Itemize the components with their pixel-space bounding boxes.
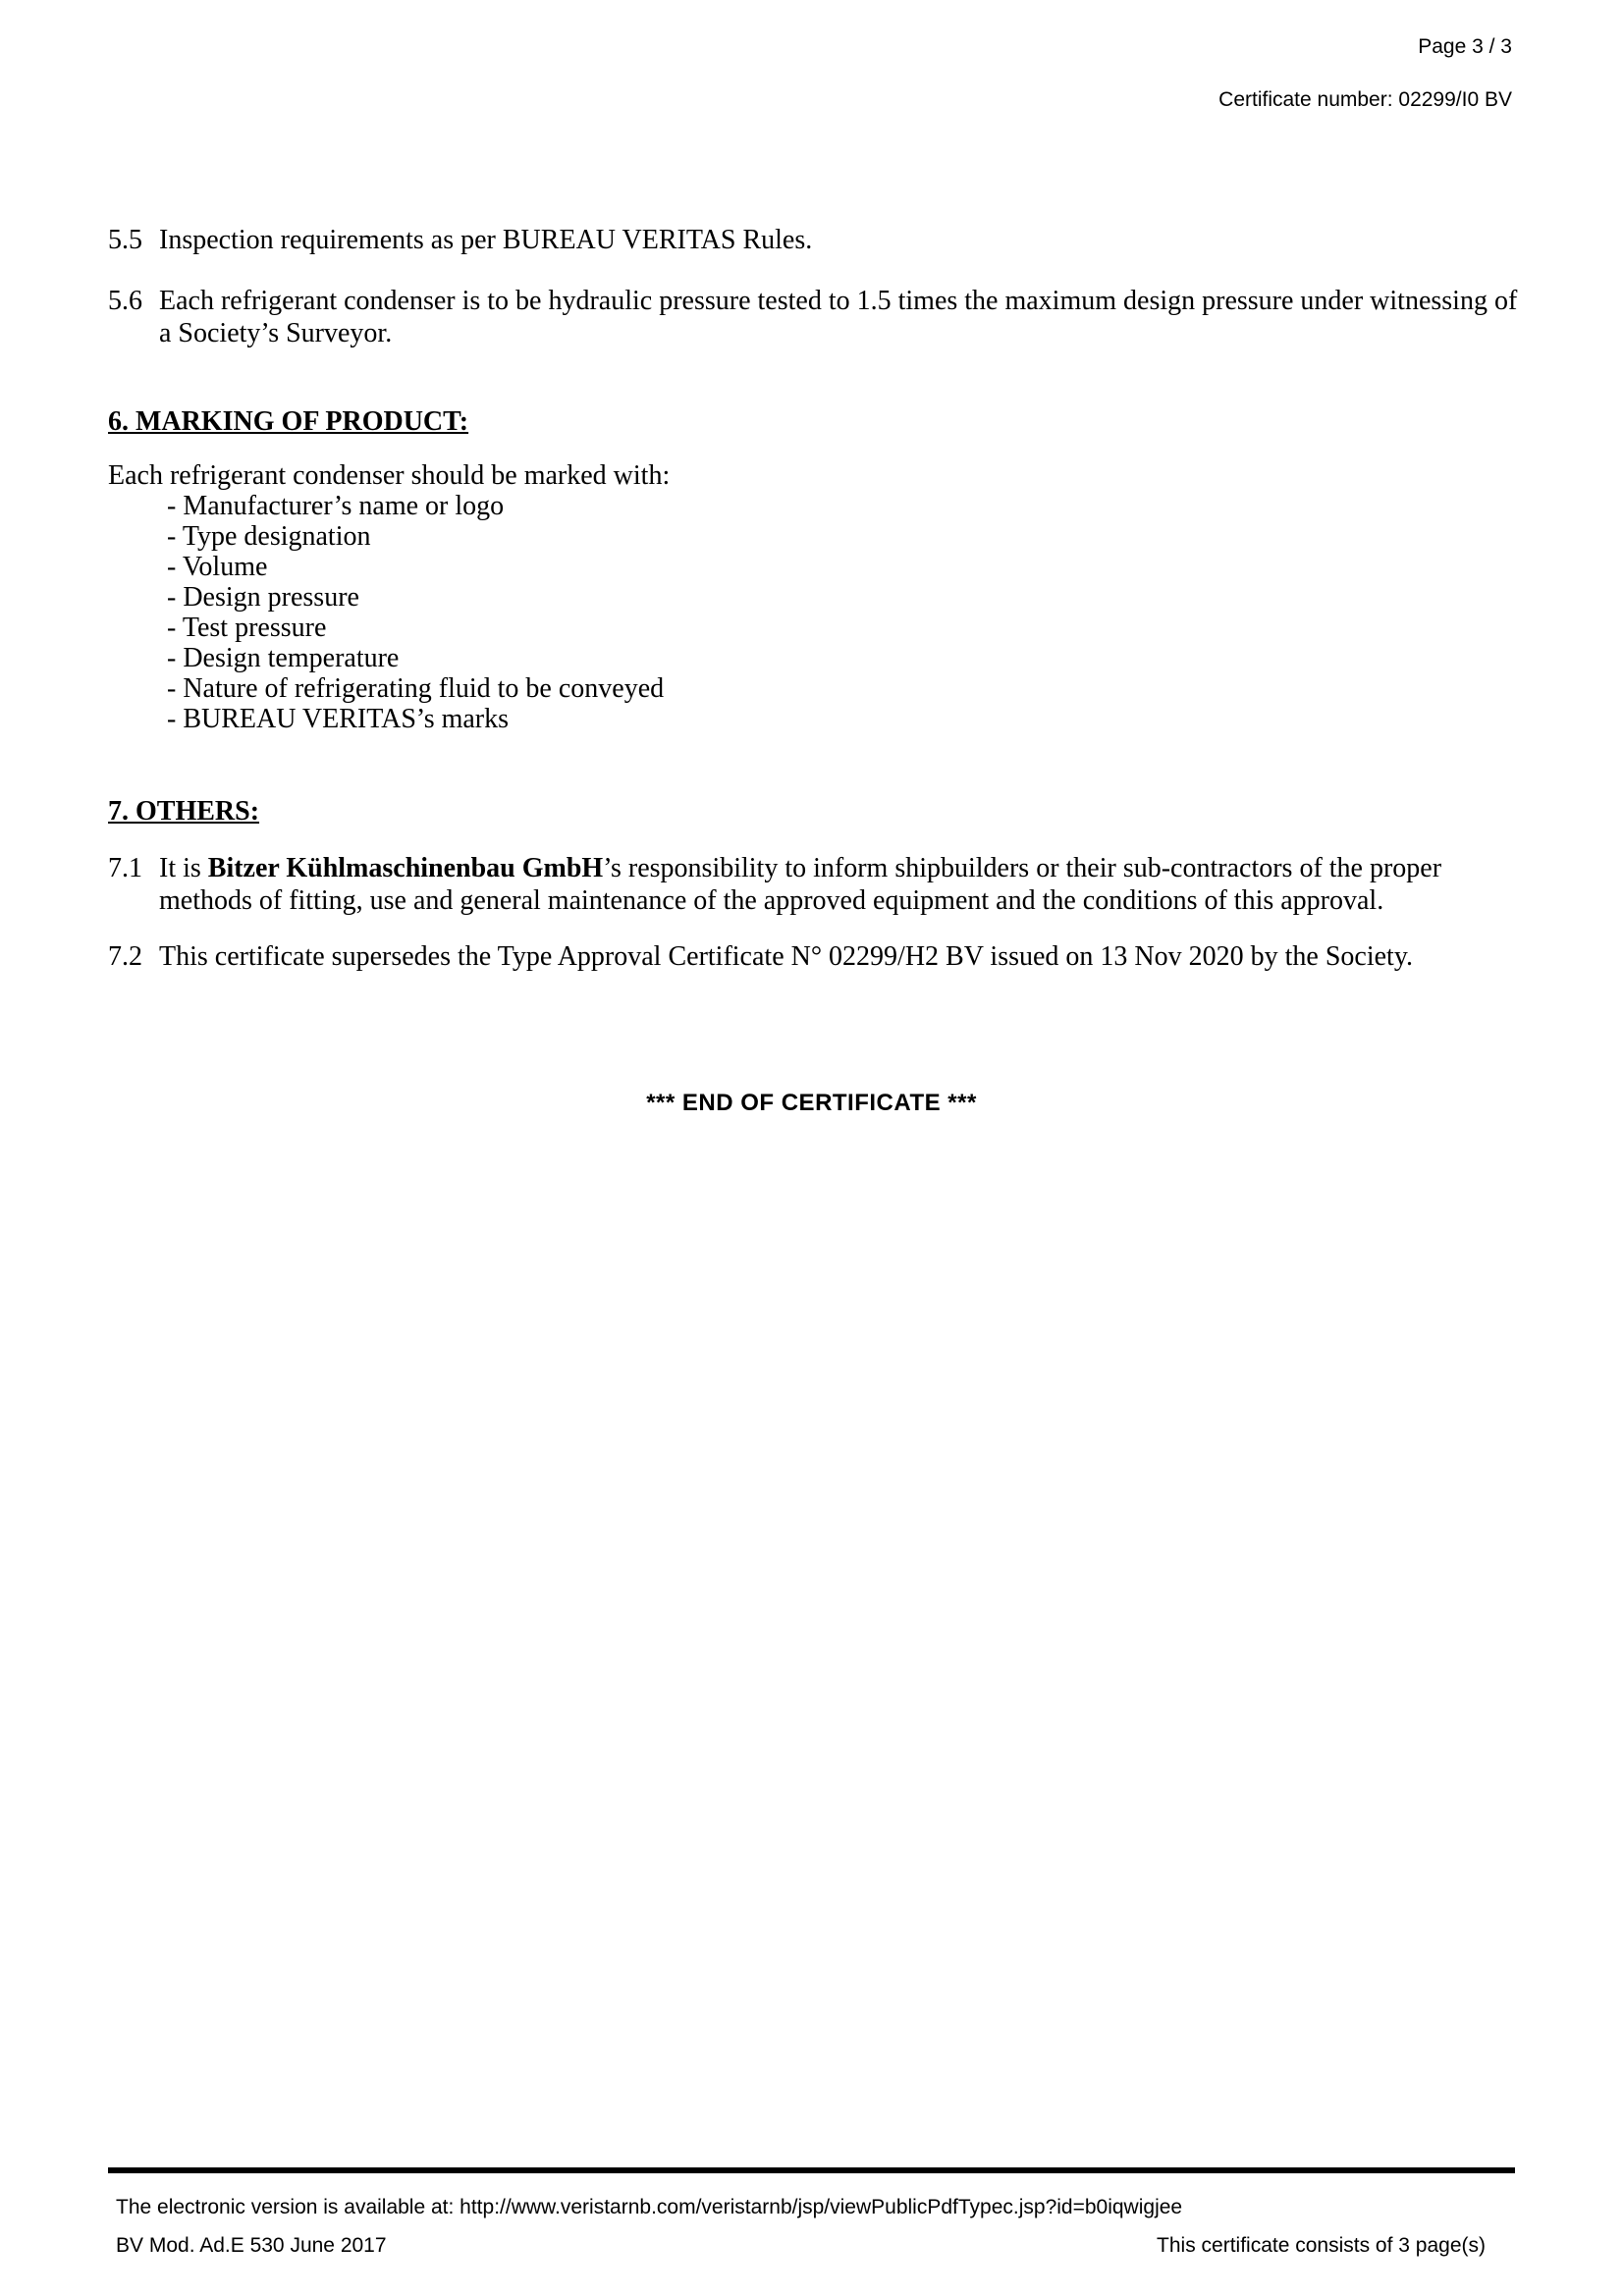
end-of-certificate-marker: *** END OF CERTIFICATE *** — [646, 1090, 977, 1116]
clause-5-6 — [108, 285, 1519, 349]
clause-text-suffix: ’s responsibility to inform shipbuilders or their sub-contractors of the proper methods of fitting, use and general maintenance of the approved equipment and the conditions of this approval. — [159, 853, 1442, 916]
list-item: - Design temperature — [167, 643, 400, 673]
list-item: - Volume — [167, 552, 268, 582]
page-indicator: Page 3 / 3 — [1418, 35, 1512, 58]
clause-number: 7.1 — [108, 853, 142, 883]
clause-7-2 — [108, 940, 1519, 973]
clause-text: Each refrigerant condenser is to be hydraulic pressure tested to 1.5 times the maximum design pressure under witnessing of a Society’s Surveyor. — [159, 286, 1518, 348]
clause-text-prefix: It is — [159, 853, 208, 883]
certificate-number: Certificate number: 02299/I0 BV — [1218, 88, 1512, 111]
section-6-intro: Each refrigerant condenser should be marked with: — [108, 460, 671, 491]
footer-electronic-version: The electronic version is available at: http://www.veristarnb.com/veristarnb/jsp/viewPublicPdfTypec.jsp?id=b0iqwigjee — [116, 2196, 1183, 2218]
clause-text: Inspection requirements as per BUREAU VERITAS Rules. — [159, 225, 813, 255]
footer-divider — [108, 2167, 1515, 2173]
clause-number: 5.5 — [108, 225, 142, 255]
list-item: - BUREAU VERITAS’s marks — [167, 704, 510, 734]
clause-number: 5.6 — [108, 286, 142, 316]
clause-text: This certificate supersedes the Type Approval Certificate N° 02299/H2 BV issued on 13 Nov 2020 by the Society. — [159, 941, 1414, 972]
section-6-heading: 6. MARKING OF PRODUCT: — [108, 406, 469, 437]
clause-number: 7.2 — [108, 941, 142, 972]
clause-text — [159, 852, 1519, 917]
list-item: - Type designation — [167, 521, 371, 552]
footer-form-reference: BV Mod. Ad.E 530 June 2017 — [116, 2234, 387, 2257]
manufacturer-name: Bitzer Kühlmaschinenbau GmbH — [207, 853, 604, 883]
list-item: - Design pressure — [167, 582, 359, 613]
clause-7-1 — [108, 852, 1519, 917]
list-item: - Manufacturer’s name or logo — [167, 491, 505, 521]
section-7-heading: 7. OTHERS: — [108, 796, 260, 827]
clause-5-5 — [108, 224, 1519, 256]
list-item: - Nature of refrigerating fluid to be conveyed — [167, 673, 665, 704]
footer-page-count: This certificate consists of 3 page(s) — [1157, 2234, 1486, 2257]
list-item: - Test pressure — [167, 613, 327, 643]
marking-list — [108, 491, 1519, 734]
